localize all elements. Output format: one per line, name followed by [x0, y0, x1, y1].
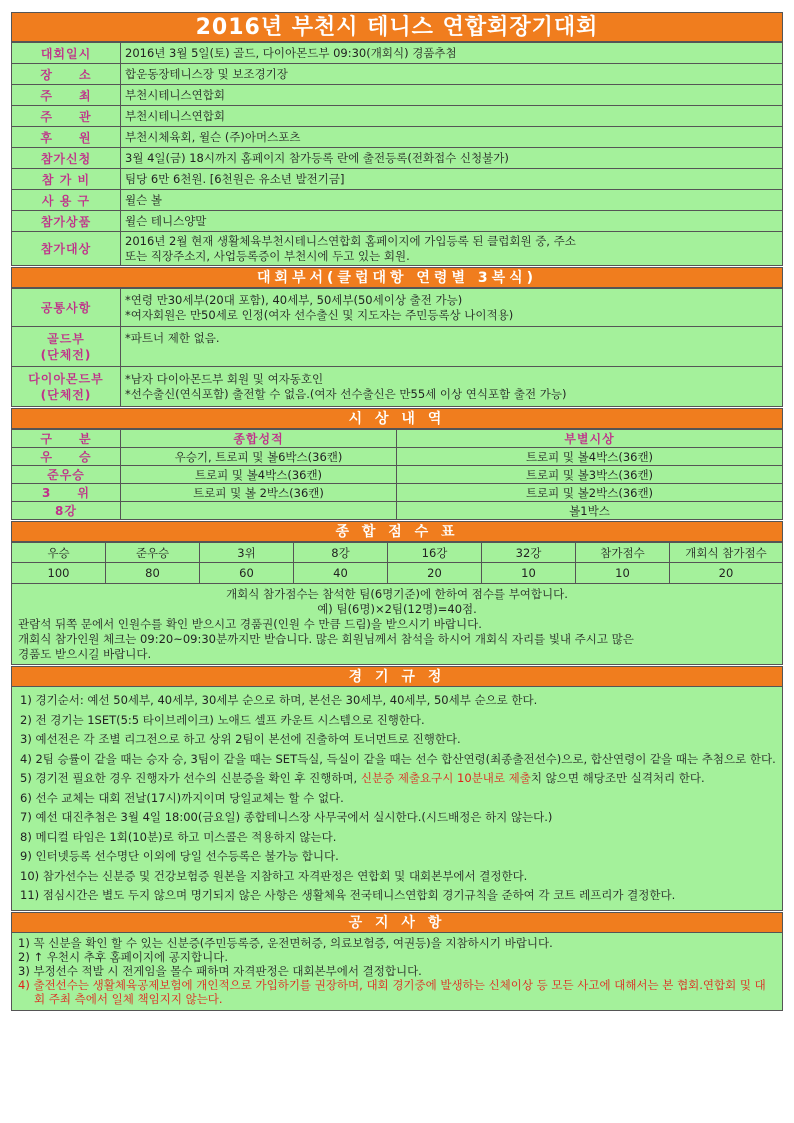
info-value: 팀당 6만 6천원. [6천원은 유소년 발전기금]	[121, 169, 783, 190]
division-name: 골드부	[47, 331, 85, 346]
rule-item: 11) 점심시간은 별도 두지 않으며 명기되지 않은 사항은 생활체육 전국테니스연합회 경기규칙을 준하여 각 코트 레프리가 결정한다.	[20, 888, 676, 902]
points-note: 예) 팀(6명)×2팀(12명)=40점.	[317, 602, 477, 616]
award-overall	[121, 502, 397, 520]
info-value: 부천시테니스연합회	[121, 106, 783, 127]
points-note: 개회식 참가점수는 참석한 팀(6명기준)에 한하여 점수를 부여합니다.	[226, 587, 568, 601]
awards-header: 시 상 내 역	[11, 408, 783, 429]
division-line: *여자회원은 만50세로 인정(여자 선수출신 및 지도자는 주민등록상 나이적용)	[125, 307, 514, 322]
award-rank: 우 승	[12, 448, 121, 466]
rule-item: 10) 참가선수는 신분증 및 건강보험증 원본을 지참하고 자격판정은 연합회 및 대회본부에서 결정한다.	[20, 868, 528, 883]
division-detail	[121, 367, 783, 407]
award-rank: 8강	[12, 502, 121, 520]
info-value: 부천시테니스연합회	[121, 85, 783, 106]
notice-item: 1) 꼭 신분을 확인 할 수 있는 신분증(주민등록증, 운전면허증, 의료보험증, 여권등)을 지참하시기 바랍니다.	[18, 935, 553, 950]
division-name: 다이아몬드부	[28, 371, 104, 386]
points-col-header: 32강	[482, 543, 576, 563]
points-value: 80	[106, 563, 200, 584]
award-division: 볼1박스	[397, 502, 783, 520]
info-label: 후 원	[12, 127, 121, 148]
points-table	[11, 542, 783, 584]
document-title: 2016년 부천시 테니스 연합회장기대회	[11, 12, 783, 42]
rule-item: 1) 경기순서: 예선 50세부, 40세부, 30세부 순으로 하며, 본선은 30세부, 40세부, 50세부 순으로 한다.	[20, 693, 538, 707]
points-note: 관람석 뒤쪽 문에서 인원수를 확인 받으시고 경품권(인원 수 만큼 드림)을 받으시기 바랍니다.	[18, 617, 482, 631]
rules-list	[11, 687, 783, 911]
info-value: 윌슨 테니스양말	[121, 211, 783, 232]
points-col-header: 우승	[12, 543, 106, 563]
rule-item	[12, 769, 782, 789]
points-note: 개회식 참가인원 체크는 09:20~09:30분까지만 받습니다. 많은 회원님께서 참석을 하시어 개회식 자리를 빛내 주시고 많은	[18, 632, 634, 646]
division-label	[12, 367, 121, 407]
points-notes	[11, 584, 783, 665]
points-col-header: 16강	[388, 543, 482, 563]
notice-item-warning: 4) 출전선수는 생활체육공제보험에 개인적으로 가입하기를 권장하며, 대회 경기중에 발생하는 신체이상 등 모든 사고에 대해서는 본 협회.연합회 및 대회 주최 측에서 일체 책임지지 않는다.	[18, 977, 766, 1006]
info-label: 참가신청	[12, 148, 121, 169]
points-value: 100	[12, 563, 106, 584]
points-value: 20	[670, 563, 783, 584]
rule-text: 치 않으면 해당조만 실격처리 한다.	[530, 771, 705, 785]
divisions-header: 대회부서(클럽대항 연령별 3복식)	[11, 267, 783, 288]
info-value-line: 또는 직장주소지, 사업등록증이 부천시에 두고 있는 회원.	[125, 248, 410, 263]
division-line: *선수출신(연식포함) 출전할 수 없음.(여자 선수출신은 만55세 이상 연식포함 출전 가능)	[125, 386, 567, 401]
info-value: 부천시체육회, 윌슨 (주)아머스포츠	[121, 127, 783, 148]
info-label: 장 소	[12, 64, 121, 85]
tournament-notice-sheet	[11, 12, 783, 1011]
divisions-table	[11, 288, 783, 407]
notices-header: 공 지 사 항	[11, 912, 783, 933]
info-label: 사 용 구	[12, 190, 121, 211]
info-value: 2016년 3월 5일(토) 골드, 다이아몬드부 09:30(개회식) 경품추첨	[121, 43, 783, 64]
info-label: 주 관	[12, 106, 121, 127]
info-value: 합운동장테니스장 및 보조경기장	[121, 64, 783, 85]
division-line: *파트너 제한 없음.	[125, 331, 220, 345]
points-note: 경품도 받으시길 바랍니다.	[18, 647, 152, 661]
info-label: 참가상품	[12, 211, 121, 232]
points-col-header: 3위	[200, 543, 294, 563]
info-value: 윌슨 볼	[121, 190, 783, 211]
division-line: *남자 다이아몬드부 회원 및 여자동호인	[125, 371, 324, 386]
award-overall: 트로피 및 볼4박스(36캔)	[121, 466, 397, 484]
rule-item: 7) 예선 대진추첨은 3월 4일 18:00(금요일) 종합테니스장 사무국에서 실시한다.(시드배정은 하지 않는다.)	[20, 810, 553, 824]
points-value: 10	[482, 563, 576, 584]
awards-col-header: 부별시상	[397, 430, 783, 448]
points-value: 40	[294, 563, 388, 584]
division-detail	[121, 327, 783, 367]
points-value: 10	[576, 563, 670, 584]
rules-header: 경 기 규 정	[11, 666, 783, 687]
rule-item: 4) 2팀 승률이 같을 때는 승자 승, 3팀이 같을 때는 SET득실, 득실이 같을 때는 선수 합산연령(최종출전선수)으로, 합산연령이 같을 때는 추첨으로 한다.	[20, 751, 776, 766]
info-label: 참 가 비	[12, 169, 121, 190]
info-label: 대회일시	[12, 43, 121, 64]
info-label: 주 최	[12, 85, 121, 106]
points-col-header: 준우승	[106, 543, 200, 563]
rule-item: 8) 메디컬 타임은 1회(10분)로 하고 미스콜은 적용하지 않는다.	[20, 829, 337, 844]
points-value: 60	[200, 563, 294, 584]
award-rank: 3 위	[12, 484, 121, 502]
info-value: 3월 4일(금) 18시까지 홈페이지 참가등록 란에 출전등록(전화접수 신청불가)	[121, 148, 783, 169]
division-line: *연령 만30세부(20대 포함), 40세부, 50세부(50세이상 출전 가능)	[125, 292, 463, 307]
division-type: (단체전)	[40, 347, 92, 362]
notice-item: 3) 부정선수 적발 시 전게임을 몰수 패하며 자격판정은 대회본부에서 결정합니다.	[18, 963, 422, 978]
award-rank: 준우승	[12, 466, 121, 484]
notices-list	[11, 933, 783, 1011]
division-detail	[121, 289, 783, 327]
award-division: 트로피 및 볼2박스(36캔)	[397, 484, 783, 502]
award-overall: 우승기, 트로피 및 볼6박스(36캔)	[121, 448, 397, 466]
awards-col-header: 종합성적	[121, 430, 397, 448]
points-value: 20	[388, 563, 482, 584]
notice-item: 2) ↑ 우천시 추후 홈페이지에 공지합니다.	[18, 949, 229, 964]
info-label: 참가대상	[12, 232, 121, 266]
info-value-line: 2016년 2월 현재 생활체육부천시테니스연합회 홈페이지에 가입등록 된 클럽회원 중, 주소	[125, 233, 576, 248]
rule-item: 2) 전 경기는 1SET(5:5 타이브레이크) 노애드 셀프 카운트 시스템으로 진행한다.	[20, 712, 425, 727]
rule-item: 3) 예선전은 각 조별 리그전으로 하고 상위 2팀이 본선에 진출하여 토너먼트로 진행한다.	[20, 732, 461, 746]
points-col-header: 개회식 참가점수	[670, 543, 783, 563]
rule-highlight: 신분증 제출요구시 10분내로 제출	[360, 771, 531, 785]
division-label: 공통사항	[12, 289, 121, 327]
awards-col-header: 구 분	[12, 430, 121, 448]
info-value	[121, 232, 783, 266]
points-col-header: 참가점수	[576, 543, 670, 563]
rule-item: 6) 선수 교체는 대회 전날(17시)까지이며 당일교체는 할 수 없다.	[20, 790, 344, 805]
awards-table	[11, 429, 783, 520]
division-type: (단체전)	[40, 387, 92, 402]
rule-text: 5) 경기전 필요한 경우 진행자가 선수의 신분증을 확인 후 진행하며,	[20, 771, 361, 785]
info-table	[11, 42, 783, 266]
rule-item: 9) 인터넷등록 선수명단 이외에 당일 선수등록은 불가능 합니다.	[20, 849, 339, 863]
award-division: 트로피 및 볼3박스(36캔)	[397, 466, 783, 484]
points-header: 종 합 점 수 표	[11, 521, 783, 542]
award-overall: 트로피 및 볼 2박스(36캔)	[121, 484, 397, 502]
division-label	[12, 327, 121, 367]
points-col-header: 8강	[294, 543, 388, 563]
award-division: 트로피 및 볼4박스(36캔)	[397, 448, 783, 466]
